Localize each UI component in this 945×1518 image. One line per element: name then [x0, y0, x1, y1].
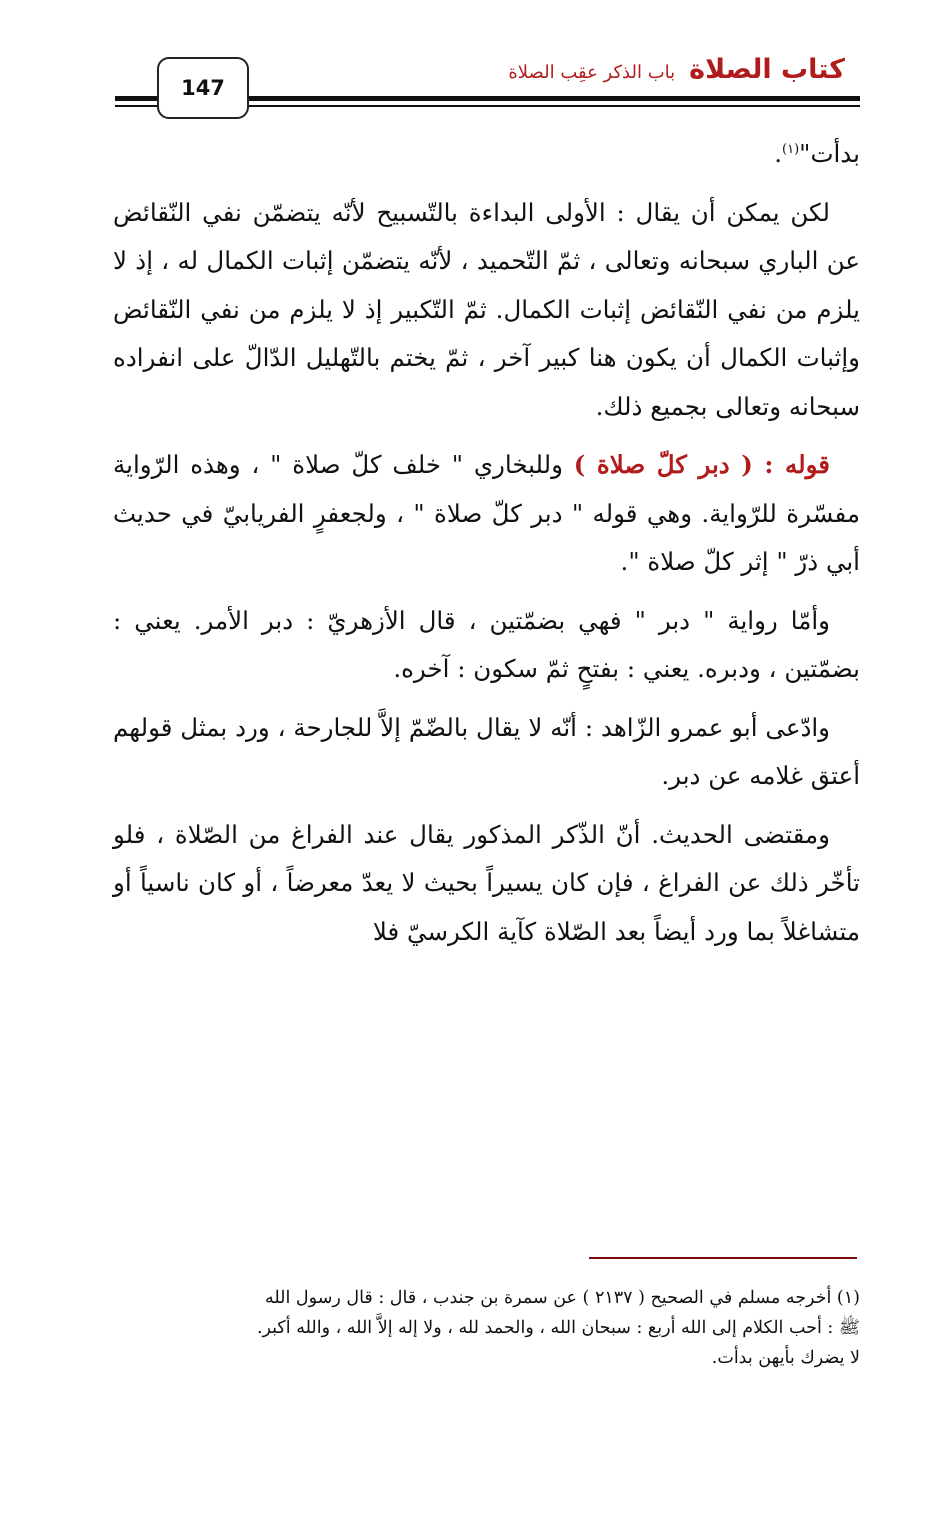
footnote-separator: [589, 1257, 857, 1259]
paragraph-3: وأمّا رواية " دبر " فهي بضمّتين ، قال الأزهريّ : دبر الأمر. يعني : بضمّتين ، ودبره. يعني : بفتحٍ ثمّ سكون : آخره.: [113, 605, 860, 683]
footnote-line-1: (١) أخرجه مسلم في الصحيح ( ٢١٣٧ ) عن سمرة بن جندب ، قال : قال رسول الله: [265, 1288, 860, 1308]
footnote-reference: (١): [782, 141, 800, 157]
footnote-line-3: لا يضرك بأيهن بدأت.: [711, 1348, 860, 1368]
paragraph-4: وادّعى أبو عمرو الزّاهد : أنّه لا يقال بالضّمّ إلاَّ للجارحة ، ورد بمثل قولهم أعتق غلامه عن دبر.: [113, 712, 860, 790]
paragraph-1: لكن يمكن أن يقال : الأولى البداءة بالتّسبيح لأنّه يتضمّن نفي النّقائض عن الباري سبحانه وتعالى ، ثمّ التّحميد ، لأنّه يتضمّن إثبات الكمال له ، إذ لا يلزم من نفي النّقائض إثبات الكمال. ثمّ التّكبير إذ لا يلزم من نفي النّقائض وإثبات الكمال أن يكون هنا كبير آخر ، ثمّ يختم بالتّهليل الدّالّ على انفراده سبحانه وتعالى بجميع ذلك.: [113, 197, 860, 421]
footnotes: [113, 1283, 860, 1373]
paragraph-0-end: .: [774, 139, 783, 168]
chapter-title: باب الذكر عقِب الصلاة: [508, 62, 676, 83]
book-title: كتاب الصلاة: [689, 54, 845, 85]
main-text: [113, 130, 860, 966]
page-number: 147: [157, 57, 249, 119]
running-head: [508, 54, 845, 85]
paragraph-0: [113, 130, 860, 179]
paragraph-0-text: بدأت": [799, 139, 860, 168]
footnote-line-2: ﷺ : أحب الكلام إلى الله أربع : سبحان الله ، والحمد لله ، ولا إله إلاَّ الله ، والله أكبر.: [256, 1318, 860, 1338]
paragraph-5: ومقتضى الحديث. أنّ الذّكر المذكور يقال عند الفراغ من الصّلاة ، فلو تأخّر ذلك عن الفراغ ، فإن كان يسيراً بحيث لا يعدّ معرضاً ، أو كان ناسياً أو متشاغلاً بما ورد أيضاً بعد الصّلاة كآية الكرسيّ فلا: [113, 819, 860, 946]
paragraph-2-text: وللبخاري " خلف كلّ صلاة " ، وهذه الرّواية مفسّرة للرّواية. وهي قوله " دبر كلّ صلاة " ، ولجعفرٍ الفريابيّ في حديث أبي ذرّ " إثر كلّ صلاة ".: [113, 450, 860, 576]
paragraph-2: [113, 441, 860, 587]
page-header: [0, 0, 945, 130]
lemma-keyword: قوله : ( دبر كلّ صلاة ): [573, 450, 830, 479]
